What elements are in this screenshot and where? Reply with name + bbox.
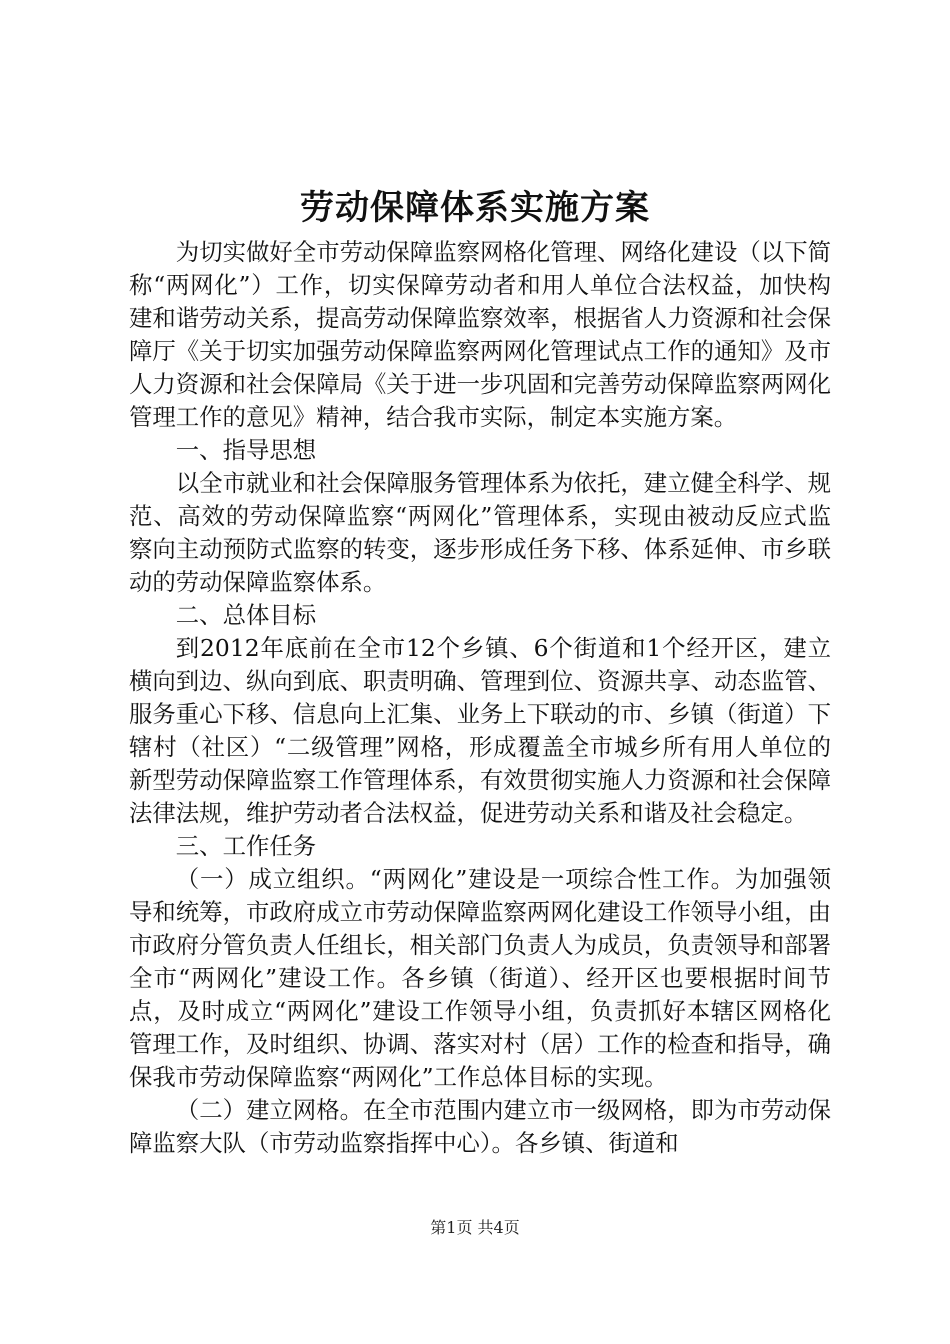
paragraph-guiding-ideology: 以全市就业和社会保障服务管理体系为依托，建立健全科学、规范、高效的劳动保障监察“两网化”管理体系，实现由被动反应式监察向主动预防式监察的转变，逐步形成任务下移、体系延伸、市乡联动的劳动保障监察体系。 (129, 469, 831, 596)
document-body (129, 236, 831, 1160)
paragraph-task-organization: （一）成立组织。“两网化”建设是一项综合性工作。为加强领导和统筹，市政府成立市劳动保障监察两网化建设工作领导小组，由市政府分管负责人任组长，相关部门负责人为成员，负责领导和部署全市“两网化”建设工作。各乡镇（街道）、经开区也要根据时间节点，及时成立“两网化”建设工作领导小组，负责抓好本辖区网格化管理工作，及时组织、协调、落实对村（居）工作的检查和指导，确保我市劳动保障监察“两网化”工作总体目标的实现。 (129, 865, 831, 1091)
document-title: 劳动保障体系实施方案 (300, 188, 650, 228)
paragraph-intro: 为切实做好全市劳动保障监察网格化管理、网络化建设（以下简称“两网化”）工作，切实保障劳动者和用人单位合法权益，加快构建和谐劳动关系，提高劳动保障监察效率，根据省人力资源和社会保障厅《关于切实加强劳动保障监察两网化管理试点工作的通知》及市人力资源和社会保障局《关于进一步巩固和完善劳动保障监察两网化管理工作的意见》精神，结合我市实际，制定本实施方案。 (129, 238, 831, 431)
page-footer: 第1页 共4页 (430, 1218, 520, 1237)
section-heading-work-tasks: 三、工作任务 (175, 832, 317, 860)
paragraph-overall-goal: 到2012年底前在全市12个乡镇、6个街道和1个经开区，建立横向到边、纵向到底、职责明确、管理到位、资源共享、动态监管、服务重心下移、信息向上汇集、业务上下联动的市、乡镇（街道）下辖村（社区）“二级管理”网格，形成覆盖全市城乡所有用人单位的新型劳动保障监察工作管理体系，有效贯彻实施人力资源和社会保障法律法规，维护劳动者合法权益，促进劳动关系和谐及社会稳定。 (129, 634, 831, 827)
section-heading-overall-goal: 二、总体目标 (175, 601, 317, 629)
paragraph-task-grid: （二）建立网格。在全市范围内建立市一级网格，即为市劳动保障监察大队（市劳动监察指挥中心）。各乡镇、街道和 (129, 1096, 831, 1157)
section-heading-guiding-ideology: 一、指导思想 (175, 436, 317, 464)
